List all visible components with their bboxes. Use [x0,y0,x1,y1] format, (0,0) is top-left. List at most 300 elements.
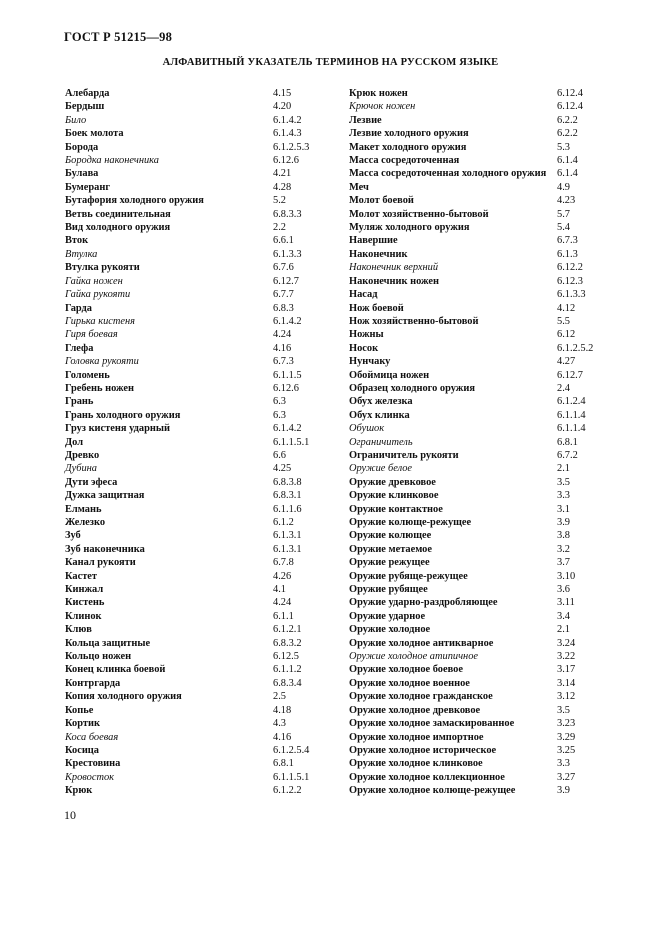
index-entry [65,784,345,797]
index-entry [349,302,599,315]
index-term: Кольцо ножен [65,651,132,663]
index-term: Железко [65,517,106,528]
index-entry [349,275,599,288]
index-entry [349,623,599,636]
index-term: Навершие [349,235,398,247]
index-term: Гиря боевая [65,329,118,341]
index-term: Втулка рукояти [65,262,140,274]
index-column-left [65,87,345,798]
index-entry [349,208,599,221]
index-term: Вток [65,235,89,247]
index-entry [349,784,599,797]
index-entry [65,650,345,663]
index-entry [349,100,599,113]
index-term: Борода [65,141,99,153]
index-entry [349,757,599,770]
index-entry [65,328,345,341]
index-entry [65,248,345,261]
index-term: Оружие холодное [349,624,431,636]
index-clause-number: 2.4 [557,382,570,394]
index-clause-number: 6.1.3 [557,248,578,260]
index-entry [349,556,599,569]
index-entry [349,476,599,489]
index-clause-number: 6.1.4.2 [273,315,302,327]
index-clause-number: 4.21 [273,168,292,180]
index-clause-number: 6.1.4.3 [273,128,302,140]
index-clause-number: 2.5 [273,691,286,703]
index-term: Гарда [65,302,92,314]
index-term: Оружие холодное историческое [349,744,497,756]
index-entry [65,288,345,301]
index-clause-number: 2.1 [557,463,570,475]
index-clause-number: 6.2.2 [557,114,578,126]
index-clause-number: 3.24 [557,637,576,649]
index-term: Косица [65,744,99,756]
index-clause-number: 6.8.3.3 [273,208,302,220]
index-term: Оружие рубящее [349,584,428,596]
index-term: Головка рукояти [65,356,139,368]
index-clause-number: 6.3 [273,409,286,421]
index-clause-number: 4.9 [557,181,570,193]
index-entry [65,462,345,475]
index-clause-number: 3.7 [557,557,570,569]
index-clause-number: 6.1.1.5.1 [273,771,310,783]
page-title: АЛФАВИТНЫЙ УКАЗАТЕЛЬ ТЕРМИНОВ НА РУССКОМ ЯЗЫКЕ [162,57,499,68]
index-term: Оружие холодное антикварное [349,637,494,649]
index-term: Грань [65,396,94,408]
index-clause-number: 6.8.3.2 [273,637,302,649]
index-entry [65,194,345,207]
index-term: Нунчаку [349,356,391,368]
index-clause-number: 6.7.3 [273,356,294,368]
index-term: Оружие холодное гражданское [349,691,493,703]
index-clause-number: 4.16 [273,342,292,354]
index-entry [65,663,345,676]
index-term: Нож боевой [349,302,404,314]
index-entry [65,704,345,717]
index-clause-number: 6.7.2 [557,449,578,461]
index-term: Гирька кистеня [65,315,135,327]
index-entry [349,342,599,355]
index-term: Носок [349,342,379,354]
index-clause-number: 4.23 [557,195,576,207]
index-clause-number: 3.5 [557,476,570,488]
index-term: Гайка рукояти [65,289,131,301]
index-clause-number: 3.2 [557,543,570,555]
index-entry [65,355,345,368]
index-term: Ветвь соединительная [65,208,171,220]
index-clause-number: 6.1.4 [557,155,578,167]
index-entry [349,382,599,395]
index-term: Оружие холодное импортное [349,731,484,743]
index-entry [65,395,345,408]
index-entry [349,141,599,154]
index-term: Кистень [65,597,105,609]
index-clause-number: 4.24 [273,597,292,609]
index-term: Грань холодного оружия [65,409,181,421]
index-entry [349,87,599,100]
index-term: Гребень ножен [65,382,135,394]
index-term: Оружие холодное военное [349,677,470,689]
index-clause-number: 6.1.2.2 [273,785,302,797]
index-entry [349,650,599,663]
index-entry [349,744,599,757]
index-term: Копье [65,704,94,716]
index-entry [65,261,345,274]
index-term: Оружие холодное древковое [349,704,481,716]
index-clause-number: 6.12.6 [273,155,299,167]
index-clause-number: 6.1.4 [557,168,578,180]
index-entry [65,731,345,744]
index-entry [349,261,599,274]
index-term: Кольца защитные [65,637,151,649]
index-term: Ножны [349,329,384,341]
index-term: Ограничитель [349,436,413,448]
index-entry [65,369,345,382]
index-entry [65,409,345,422]
index-term: Обоймица ножен [349,369,430,381]
index-term: Боек молота [65,128,124,140]
index-term: Дужка защитная [65,490,145,502]
index-clause-number: 6.6.1 [273,235,294,247]
index-clause-number: 6.12.4 [557,88,583,99]
index-clause-number: 3.23 [557,718,576,730]
index-term: Молот боевой [349,195,414,207]
index-entry [349,677,599,690]
index-entry [65,181,345,194]
page-number: 10 [64,808,76,822]
index-clause-number: 3.1 [557,503,570,515]
index-term: Наконечник [349,248,408,260]
index-column-right [349,87,599,798]
index-clause-number: 6.1.1.5 [273,369,302,381]
index-entry [349,637,599,650]
index-clause-number: 6.1.2.5.4 [273,744,310,756]
index-entry [65,543,345,556]
index-entry [65,114,345,127]
index-entry [349,328,599,341]
index-entry [65,449,345,462]
index-term: Булава [65,168,99,180]
index-entry [349,596,599,609]
index-term: Муляж холодного оружия [349,222,470,234]
index-term: Молот хозяйственно-бытовой [349,208,489,220]
index-clause-number: 3.3 [557,490,570,502]
index-entry [349,355,599,368]
index-entry [349,436,599,449]
index-term: Гайка ножен [65,275,123,287]
index-entry [65,516,345,529]
index-entry [65,637,345,650]
index-clause-number: 3.27 [557,771,576,783]
index-clause-number: 5.2 [273,195,286,207]
index-clause-number: 6.1.2.1 [273,624,302,636]
index-term: Оружие ударное [349,610,426,622]
index-clause-number: 4.27 [557,356,576,368]
index-clause-number: 6.7.7 [273,289,294,301]
index-term: Оружие клинковое [349,490,439,502]
index-entry [65,100,345,113]
index-clause-number: 3.4 [557,610,570,622]
index-term: Оружие метаемое [349,543,432,555]
index-clause-number: 4.3 [273,718,286,730]
index-entry [349,234,599,247]
index-entry [349,114,599,127]
index-clause-number: 5.7 [557,208,570,220]
index-entry [349,409,599,422]
index-entry [65,570,345,583]
index-term: Масса сосредоточенная холодного оружия [349,168,547,180]
index-term: Кортик [65,718,100,730]
index-entry [65,342,345,355]
index-clause-number: 6.12.7 [273,275,299,287]
index-clause-number: 6.12.5 [273,651,299,663]
index-clause-number: 6.1.4.2 [273,423,302,435]
index-entry [349,717,599,730]
index-clause-number: 3.17 [557,664,576,676]
index-term: Конец клинка боевой [65,664,166,676]
index-term: Втулка [65,248,98,260]
index-clause-number: 3.29 [557,731,576,743]
index-entry [349,570,599,583]
index-term: Образец холодного оружия [349,382,475,394]
index-term: Зуб наконечника [65,543,145,555]
index-entry [349,462,599,475]
index-entry [349,154,599,167]
index-entry [65,167,345,180]
index-clause-number: 6.1.1.5.1 [273,436,310,448]
index-entry [65,757,345,770]
index-term: Канал рукояти [65,557,136,569]
index-entry [65,744,345,757]
index-term: Нож хозяйственно-бытовой [349,315,479,327]
index-clause-number: 4.26 [273,570,292,582]
index-term: Оружие холодное колюще-режущее [349,785,516,797]
index-entry [349,181,599,194]
index-clause-number: 6.12.3 [557,275,583,287]
index-clause-number: 6.8.1 [273,758,294,770]
index-entry [349,194,599,207]
index-entry [65,315,345,328]
index-term: Дути эфеса [65,476,118,488]
index-clause-number: 6.1.1.2 [273,664,302,676]
index-clause-number: 3.25 [557,744,576,756]
index-clause-number: 6.12 [557,329,576,341]
index-entry [349,248,599,261]
index-clause-number: 6.1.1.4 [557,423,586,435]
index-term: Оружие режущее [349,557,430,569]
index-clause-number: 5.3 [557,141,570,153]
index-entry [65,596,345,609]
index-clause-number: 3.9 [557,517,570,528]
index-term: Оружие колюще-режущее [349,517,472,528]
index-entry [349,395,599,408]
index-clause-number: 3.8 [557,530,570,542]
index-entry [65,690,345,703]
index-clause-number: 4.24 [273,329,292,341]
index-clause-number: 6.8.1 [557,436,578,448]
index-clause-number: 6.7.3 [557,235,578,247]
index-term: Оружие белое [349,463,413,475]
index-clause-number: 4.18 [273,704,292,716]
index-term: Елмань [65,503,102,515]
index-term: Зуб [65,530,81,542]
index-term: Оружие холодное коллекционное [349,771,505,783]
index-entry [349,288,599,301]
index-entry [65,476,345,489]
index-entry [65,677,345,690]
index-term: Оружие холодное клинковое [349,758,483,770]
index-entry [349,221,599,234]
index-clause-number: 3.9 [557,785,570,797]
index-term: Оружие холодное боевое [349,664,463,676]
index-clause-number: 6.8.3.1 [273,490,302,502]
index-term: Бородка наконечника [65,155,159,167]
index-entry [349,583,599,596]
index-clause-number: 4.20 [273,101,292,113]
index-clause-number: 6.1.3.3 [557,289,586,301]
index-clause-number: 6.3 [273,396,286,408]
index-term: Макет холодного оружия [349,141,467,153]
index-term: Копия холодного оружия [65,691,182,703]
index-term: Клинок [65,610,102,622]
index-entry [349,731,599,744]
index-clause-number: 6.1.1.6 [273,503,302,515]
index-clause-number: 6.8.3 [273,302,294,314]
index-clause-number: 6.1.2.5.2 [557,342,594,354]
index-term: Ограничитель рукояти [349,449,459,461]
index-term: Оружие ударно-раздробляющее [349,597,498,609]
index-clause-number: 5.5 [557,315,570,327]
index-term: Лезвие [349,114,382,126]
index-term: Обух железка [349,396,413,408]
index-term: Кровосток [65,771,115,783]
index-term: Било [65,114,87,126]
index-term: Голомень [65,369,110,381]
index-entry [65,556,345,569]
index-entry [349,690,599,703]
index-entry [349,369,599,382]
index-term: Дубина [65,463,97,475]
index-clause-number: 6.1.1.4 [557,409,586,421]
index-clause-number: 6.12.4 [557,101,583,113]
index-entry [65,489,345,502]
index-entry [65,529,345,542]
index-entry [65,717,345,730]
index-term: Кастет [65,570,98,582]
index-entry [349,704,599,717]
index-clause-number: 3.5 [557,704,570,716]
index-clause-number: 4.16 [273,731,292,743]
index-clause-number: 6.12.7 [557,369,583,381]
index-term: Алебарда [65,88,110,99]
index-entry [349,610,599,623]
index-clause-number: 2.1 [557,624,570,636]
index-clause-number: 6.1.3.1 [273,543,302,555]
index-term: Обух клинка [349,409,410,421]
index-entry [65,221,345,234]
index-term: Оружие холодное замаскированное [349,718,515,730]
index-clause-number: 6.1.2.4 [557,396,586,408]
index-entry [65,208,345,221]
index-clause-number: 6.7.8 [273,557,294,569]
index-term: Дол [65,436,84,448]
index-entry [65,87,345,100]
index-entry [65,422,345,435]
index-entry [65,154,345,167]
index-clause-number: 6.1.3.3 [273,248,302,260]
index-clause-number: 6.12.2 [557,262,583,274]
index-clause-number: 2.2 [273,222,286,234]
index-term: Крючок ножен [349,101,416,113]
index-entry [349,543,599,556]
index-entry [349,503,599,516]
index-entry [65,436,345,449]
index-clause-number: 4.28 [273,181,292,193]
index-term: Бутафория холодного оружия [65,195,204,207]
index-clause-number: 6.12.6 [273,382,299,394]
index-entry [65,610,345,623]
index-term: Меч [349,181,369,193]
index-clause-number: 3.22 [557,651,576,663]
index-entry [349,529,599,542]
index-entry [65,234,345,247]
index-clause-number: 6.1.2 [273,517,294,528]
index-term: Кинжал [65,584,104,596]
index-clause-number: 5.4 [557,222,570,234]
index-term: Глефа [65,342,94,354]
index-entry [349,315,599,328]
index-entry [349,489,599,502]
index-term: Оружие древковое [349,476,436,488]
index-clause-number: 6.1.2.5.3 [273,141,310,153]
index-term: Контргарда [65,677,121,689]
index-term: Бердыш [65,101,105,113]
index-entry [349,516,599,529]
index-entry [65,275,345,288]
index-term: Лезвие холодного оружия [349,128,469,140]
index-term: Крестовина [65,758,121,770]
index-clause-number: 6.2.2 [557,128,578,140]
index-entry [349,422,599,435]
index-entry [65,771,345,784]
index-term: Наконечник верхний [349,262,439,274]
index-clause-number: 3.12 [557,691,576,703]
index-entry [65,141,345,154]
index-clause-number: 6.6 [273,449,286,461]
index-entry [65,623,345,636]
index-term: Оружие колющее [349,530,432,542]
index-entry [349,127,599,140]
index-clause-number: 6.8.3.8 [273,476,302,488]
index-term: Обушок [349,423,385,435]
index-clause-number: 6.7.6 [273,262,294,274]
index-term: Крюк [65,785,93,797]
index-clause-number: 3.10 [557,570,576,582]
index-clause-number: 3.6 [557,584,570,596]
index-clause-number: 6.1.3.1 [273,530,302,542]
index-entry [65,503,345,516]
index-term: Вид холодного оружия [65,222,171,234]
index-entry [349,449,599,462]
index-entry [65,583,345,596]
index-term: Бумеранг [65,181,111,193]
index-entry [65,302,345,315]
index-term: Клюв [65,624,92,636]
index-clause-number: 4.1 [273,584,286,596]
index-entry [349,663,599,676]
index-clause-number: 6.8.3.4 [273,677,302,689]
